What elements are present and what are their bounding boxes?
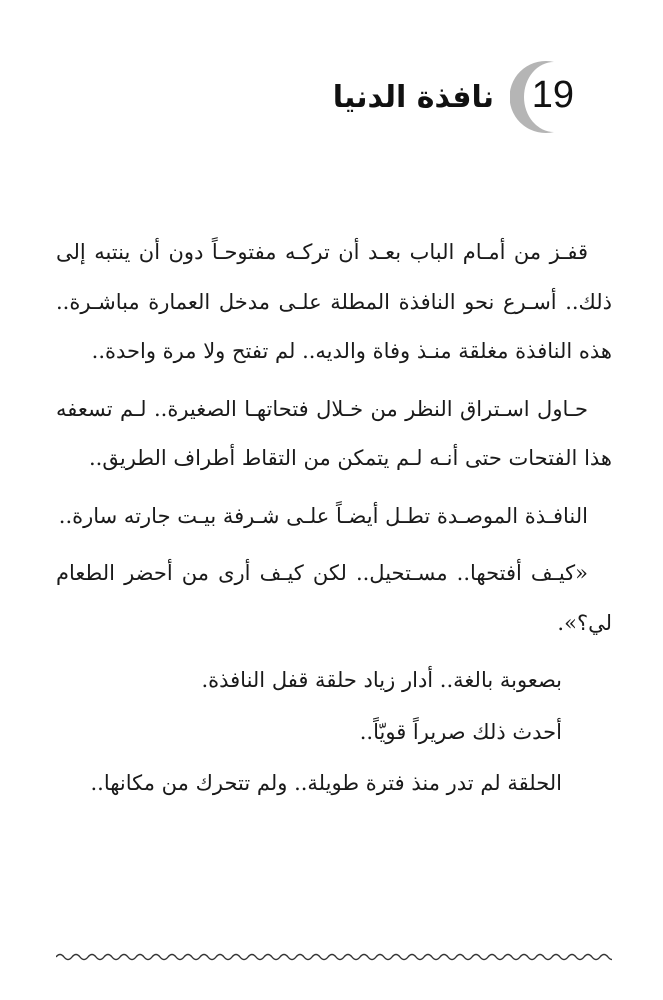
chapter-number-badge	[510, 58, 590, 136]
paragraph: قفـز من أمـام الباب بعـد أن تركـه مفتوحـاً دون أن ينتبه إلى ذلك.. أسـرع نحو النافذة المطلة علـى مدخل العمارة مباشـرة.. هذه النافذة مغلقة منـذ وفاة والديه.. لم تفتح ولا مرة واحدة..	[56, 240, 612, 363]
chapter-body	[56, 228, 612, 811]
paragraph: أحدث ذلك صريراً قويّاً..	[359, 719, 562, 744]
chapter-title: نافذة الدنيا	[332, 80, 494, 115]
paragraph: الحلقة لم تدر منذ فترة طويلة.. ولم تتحرك من مكانها..	[90, 771, 562, 795]
chapter-header	[250, 58, 590, 136]
paragraph: بصعوبة بالغة.. أدار زياد حلقة قفل النافذة.	[201, 668, 562, 692]
paragraph: «كيـف أفتحها.. مسـتحيل.. لكن كيـف أرى من أحضر الطعام لي؟».	[56, 561, 612, 635]
wavy-line-divider	[56, 950, 612, 964]
paragraph: حـاول اسـتراق النظر من خـلال فتحاتهـا الصغيرة.. لـم تسعفه هذا الفتحات حتى أنـه لـم يتمكن من التقاط أطراف الطريق..	[56, 396, 612, 470]
paragraph: النافـذة الموصـدة تطـل أيضـاً علـى شـرفة بيـت جارته سارة..	[58, 503, 588, 528]
chapter-number: 19	[531, 74, 574, 116]
